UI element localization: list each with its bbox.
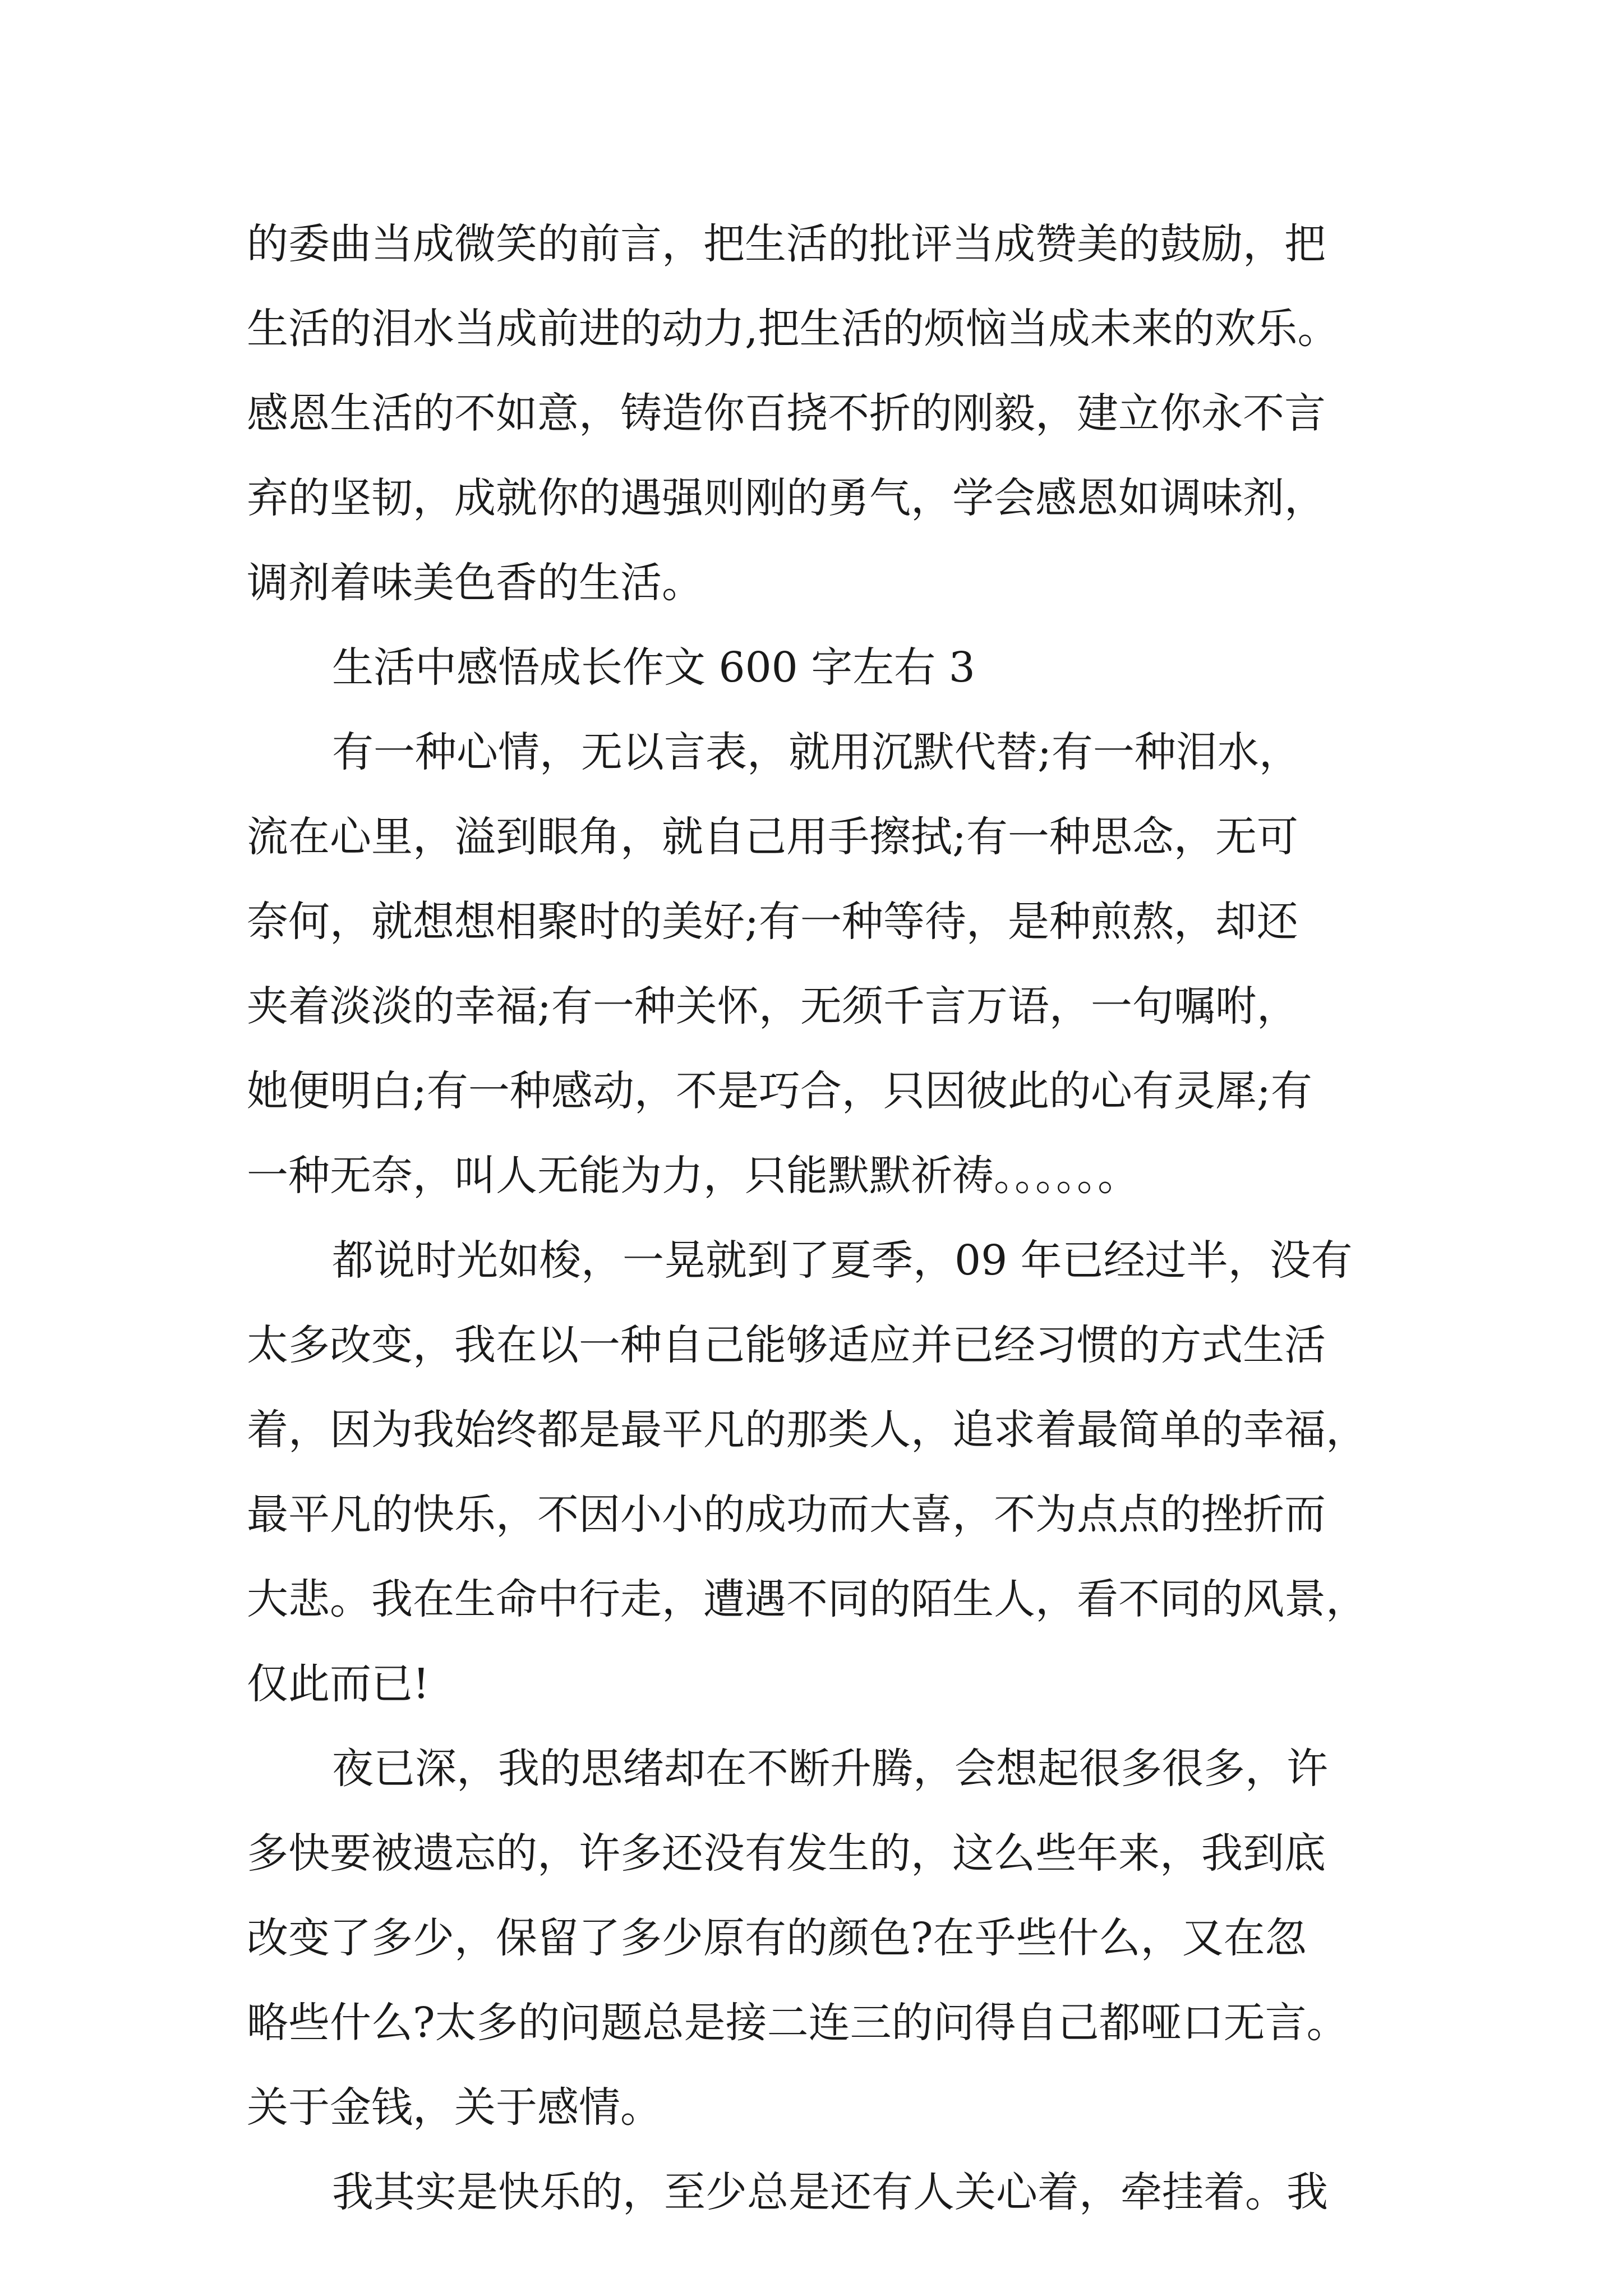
section-heading: 生活中感悟成长作文 600 字左右 3: [332, 643, 975, 692]
text-line: 大悲。我在生命中行走，遭遇不同的陌生人，看不同的风景，: [247, 1575, 1367, 1623]
text-line: 关于金钱，关于感情。: [247, 2083, 662, 2132]
text-line: 调剂着味美色香的生活。: [247, 559, 703, 607]
text-line: 感恩生活的不如意，铸造你百挠不折的刚毅，建立你永不言: [247, 389, 1326, 438]
paragraph-start-line: 有一种心情，无以言表，就用沉默代替;有一种泪水，: [332, 728, 1301, 776]
text-line: 仅此而已!: [247, 1660, 430, 1708]
text-line: 流在心里，溢到眼角，就自己用手擦拭;有一种思念，无可: [247, 813, 1298, 861]
text-line: 她便明白;有一种感动，不是巧合，只因彼此的心有灵犀;有: [247, 1067, 1312, 1115]
text-line: 生活的泪水当成前进的动力,把生活的烦恼当成未来的欢乐。: [247, 305, 1339, 353]
paragraph-start-line: 都说时光如梭，一晃就到了夏季，09 年已经过半，没有: [332, 1236, 1353, 1285]
paragraph-start-line: 夜已深，我的思绪却在不断升腾，会想起很多很多，许: [332, 1745, 1328, 1793]
paragraph-start-line: 我其实是快乐的，至少总是还有人关心着，牵挂着。我: [332, 2168, 1328, 2216]
text-line: 夹着淡淡的幸福;有一种关怀，无须千言万语，一句嘱咐，: [247, 982, 1298, 1030]
text-line: 多快要被遗忘的，许多还没有发生的，这么些年来，我到底: [247, 1829, 1326, 1878]
text-line: 略些什么?太多的问题总是接二连三的问得自己都哑口无言。: [247, 1999, 1348, 2047]
body-text: [247, 202, 1436, 2235]
text-line: 最平凡的快乐，不因小小的成功而大喜，不为点点的挫折而: [247, 1490, 1326, 1539]
text-line: 太多改变，我在以一种自己能够适应并已经习惯的方式生活: [247, 1321, 1326, 1369]
text-line: 一种无奈，叫人无能为力，只能默默祈祷。。。。。。: [247, 1152, 1139, 1200]
text-line: 弃的坚韧，成就你的遇强则刚的勇气，学会感恩如调味剂，: [247, 474, 1326, 522]
text-line: 改变了多少，保留了多少原有的颜色?在乎些什么，又在忽: [247, 1914, 1307, 1962]
text-line: 着，因为我始终都是最平凡的那类人，追求着最简单的幸福，: [247, 1406, 1367, 1454]
text-line: 奈何，就想想相聚时的美好;有一种等待，是种煎熬，却还: [247, 898, 1298, 946]
text-line: 的委曲当成微笑的前言，把生活的批评当成赞美的鼓励，把: [247, 220, 1326, 268]
